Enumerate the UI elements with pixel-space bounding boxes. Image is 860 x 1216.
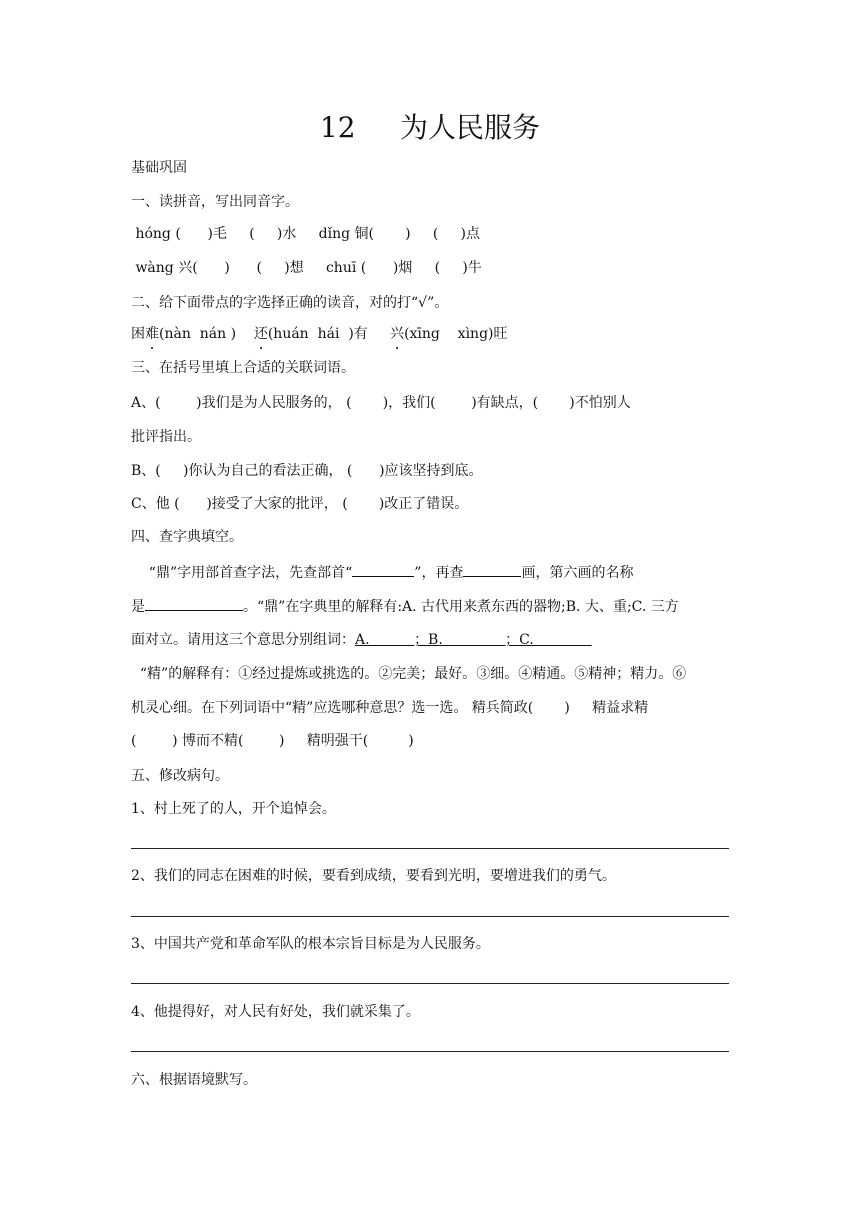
q2-word1-choices: (nàn nán ) [159,326,254,342]
q2-heading: 二、给下面带点的字选择正确的读音，对的打“√”。 [131,295,449,311]
q1-row-1: hóng ( )毛 ( )水 dǐng 铜( ) ( )点 [131,226,480,242]
q2-options [131,324,508,344]
section-label: 基础巩固 [131,160,187,176]
q4-text: 面对立。请用这三个意思分别组词： [131,632,355,648]
q1-heading: 一、读拼音，写出同音字。 [131,194,299,210]
q4-word-blanks: A. ；B. ；C. [355,632,592,648]
q4-para1-line2 [131,596,679,617]
q3-item-b: B、( )你认为自己的看法正确， ( )应该坚持到底。 [131,463,483,479]
q3-item-a-line1: A、( )我们是为人民服务的， ( )，我们( )有缺点，( )不怕别人 [131,395,631,411]
q4-text: 。“鼎”在字典里的解释有:A. 古代用来煮东西的器物;B. 大、重;C. 三方 [243,599,679,615]
q2-word3-choices: (xīng xìng)旺 [404,326,508,342]
answer-line-4 [131,1051,729,1052]
q4-para2-line3: ( ) 博而不精( ) 精明强干( ) [131,733,414,749]
blank-stroke-name [145,596,243,611]
q1-row-2: wàng 兴( ) ( )想 chuī ( )烟 ( )牛 [131,260,482,276]
blank-strokes [463,562,521,577]
q2-word1-char: 困 [131,326,145,342]
q4-para2-line2: 机灵心细。在下列词语中“精”应选哪种意思？选一选。 精兵简政( ) 精益求精 [131,700,649,716]
q2-word1-dotted-char: 难 [145,326,159,342]
q6-heading: 六、根据语境默写。 [131,1072,257,1088]
q4-para1-line1 [131,562,633,583]
q4-text: 画，第六画的名称 [521,565,634,581]
q2-word2-dotted-char: 还 [253,326,268,342]
answer-line-3 [131,983,729,984]
q5-sentence-2: 2、我们的同志在困难的时候，要看到成绩，要看到光明，要增进我们的勇气。 [131,868,616,884]
answer-line-1 [131,848,729,849]
q2-word3-dotted-char: 兴 [390,326,405,342]
q4-text: 是 [131,599,145,615]
q4-heading: 四、查字典填空。 [131,529,243,545]
page-title: 12 为人民服务 [319,111,541,144]
q5-heading: 五、修改病句。 [131,768,229,784]
blank-radical [352,562,414,577]
q5-sentence-3: 3、中国共产党和革命军队的根本宗旨目标是为人民服务。 [131,936,490,952]
q5-sentence-4: 4、他提得好，对人民有好处，我们就采集了。 [131,1004,420,1020]
answer-line-2 [131,916,729,917]
q3-item-a-line2: 批评指出。 [131,429,201,445]
q4-text: “鼎”字用部首查字法，先查部首“ [131,565,353,581]
q5-sentence-1: 1、村上死了的人，开个追悼会。 [131,801,336,817]
q4-para1-line3 [131,630,592,650]
q4-text: ”，再查 [414,565,464,581]
q2-word2-choices: (huán hái )有 [267,326,391,342]
q3-heading: 三、在括号里填上合适的关联词语。 [131,360,355,376]
q4-para2-line1: “精”的解释有：①经过提炼或挑选的。②完美；最好。③细。④精通。⑤精神；精力。⑥ [131,666,687,682]
q3-item-c: C、他 ( )接受了大家的批评， ( )改正了错误。 [131,496,469,512]
